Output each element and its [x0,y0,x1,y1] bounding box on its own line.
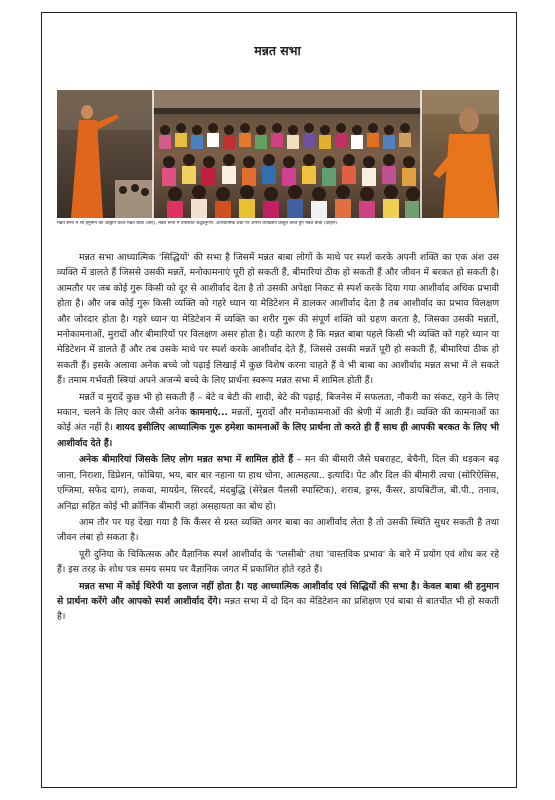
bold-text-run: शायद इसीलिए आध्यात्मिक गुरू हमेशा कामनाओं के लिए प्रार्थना तो करते ही हैं साथ ही आपकी बरकत के लिए भी आशीर्वाद देते हैं। [57,422,500,449]
bold-text-run: कामनाएं... [190,407,229,419]
paragraph [57,579,499,625]
text-run: मन्नतों, मुरादों और मनोकामनाओं की श्रेणी में आती हैं। व्यक्ति की कामनाओं का कोई अंत नहीं है। [57,407,499,434]
paragraph [57,250,499,389]
text-run: मन्नत सभा में दो दिन का मेडिटेशन का प्रशिक्षण एवं बाबा से बातचीत भी हो सकती है। [57,595,499,623]
paragraph [57,390,499,452]
page-title: मन्नत सभा [254,43,301,58]
paragraph [57,547,499,578]
paragraph [57,452,499,514]
bold-text-run: मन्नत सभा में कोई थिरेपी या इलाज नहीं होता है। यह आध्यात्मिक आशीर्वाद एवं सिद्धियों की सभा है। केवल बाबा श्री हनुमान से प्रार्थना करेंगे और आपको स्पर्श आशीर्वाद देंगे। [57,580,499,607]
text-run: – मन की बीमारी जैसे घबराहट, बेचैनी, दिल की धड़कन बढ़ जाना, निराशा, डिप्रेशन, फोबिया, भय, बार बार नहाना या हाथ धोना, आत्महत्या.. इत्यादि। पेट और दिल की बीमारी त्वचा (सोरिऐसिस, एग्जिमा, सफेद दाग), लकवा, मायग्रेन, सिरदर्द, मंदबुद्धि (सेरेब्रल पैलसी स्पास्टिक), शराब, ड्रग्स, कैंसर, डायबिटीज, बी.पी., तनाव, अनिद्रा सहित कोई भी क्रॉनिक बीमारी जहां असहायता का बोध हो। [57,454,499,512]
bold-text-run: अनेक बीमारियां जिसके लिए लोग मन्नत सभा में शामिल होते हैं [79,454,294,466]
paragraph [57,515,499,546]
text-run: मन्नतें व मुरादें कुछ भी हो सकती हैं – बेटे व बेटी की शादी, बेटे की पढ़ाई, बिजनेस में सफलता, नौकरी का संकट, रहने के लिए मकान, चलने के लिए कार जैसी अनेक [57,391,499,419]
text-run: आम तौर पर यह देखा गया है कि कैंसर से ग्रस्त व्यक्ति अगर बाबा का आशीर्वाद लेता है तो उसकी स्थिति सुधर सकती है तथा जीवन लंबा हो सकता है। [57,516,499,544]
event-photo [57,90,499,218]
text-run: मन्नत सभा आध्यात्मिक 'सिद्धियों' की सभा है जिसमें मन्नत बाबा लोगों के माथे पर स्पर्श करके अपनी शक्ति का एक अंश उस व्यक्ति में डालते हैं जिससे उसकी मन्नतें, मनोकामनाएं पूरी हो सकती हैं, बीमारियां ठीक हो सकती हैं और जीवन में बरकत हो सकती है। आमतौर पर जब कोई गुरू किसी को दूर से आशीर्वाद देता है तो उसकी अपेक्षा निकट से स्पर्श करके दिया गया आशीर्वाद अधिक प्रभावी होता है। और जब कोई गुरू किसी व्यक्ति को गहरे ध्यान या मेडिटेशन में डालकर आशीर्वाद देता है तब आशीर्वाद का प्रभाव विलक्षण और जोरदार होता है। गहरे ध्यान या मेडिटेशन में व्यक्ति का शरीर गुरू की संपूर्ण शक्ति को ग्रहण करता है, जिसका उसकी मन्नतों, मनोकामनाओं, मुरादों और बीमारियों पर विलक्षण असर होता है। यही कारण है कि मन्नत बाबा पहले किसी भी व्यक्ति को गहरे ध्यान या मेडिटेशन में डालते हैं और तब उसके माथे पर स्पर्श करके आशीर्वाद देते हैं, जिससे उसकी मन्नतें पूरी हो सकती हैं, बीमारियां ठीक हो सकती हैं। इसके अलावा अनेक बच्चे जो पढ़ाई लिखाई में कुछ विशेष करना चाहते हैं वे भी बाबा का आशीर्वाद मन्नत सभा में ले सकते हैं। तमाम गर्भवती स्त्रियां अपने अजन्मे बच्चे के लिए प्रार्थना स्वरूप मन्नत सभा में शामिल होती हैं। [57,252,499,387]
photo-caption: मन्नत सभा में श्री हनुमान का आह्वान करते मन्नत बाबा (बाएं), मन्नत सभा में उपस्थित श्रद्धालुगण, आध्यात्मिक प्रश्नों पर अपना व्याख्यान प्रस्तुत करते हुए मन्नत बाबा (दाहिने) [57,221,338,226]
text-run: पूरी दुनिया के चिकित्सक और वैज्ञानिक स्पर्श आशीर्वाद के 'प्लसीबो' तथा 'वास्तविक प्रभाव' के बारे में प्रयोग एवं शोध कर रहे हैं। इस तरह के शोध पत्र समय समय पर वैज्ञानिक जगत में प्रकाशित होते रहते हैं। [57,548,499,576]
article-body [57,250,499,626]
